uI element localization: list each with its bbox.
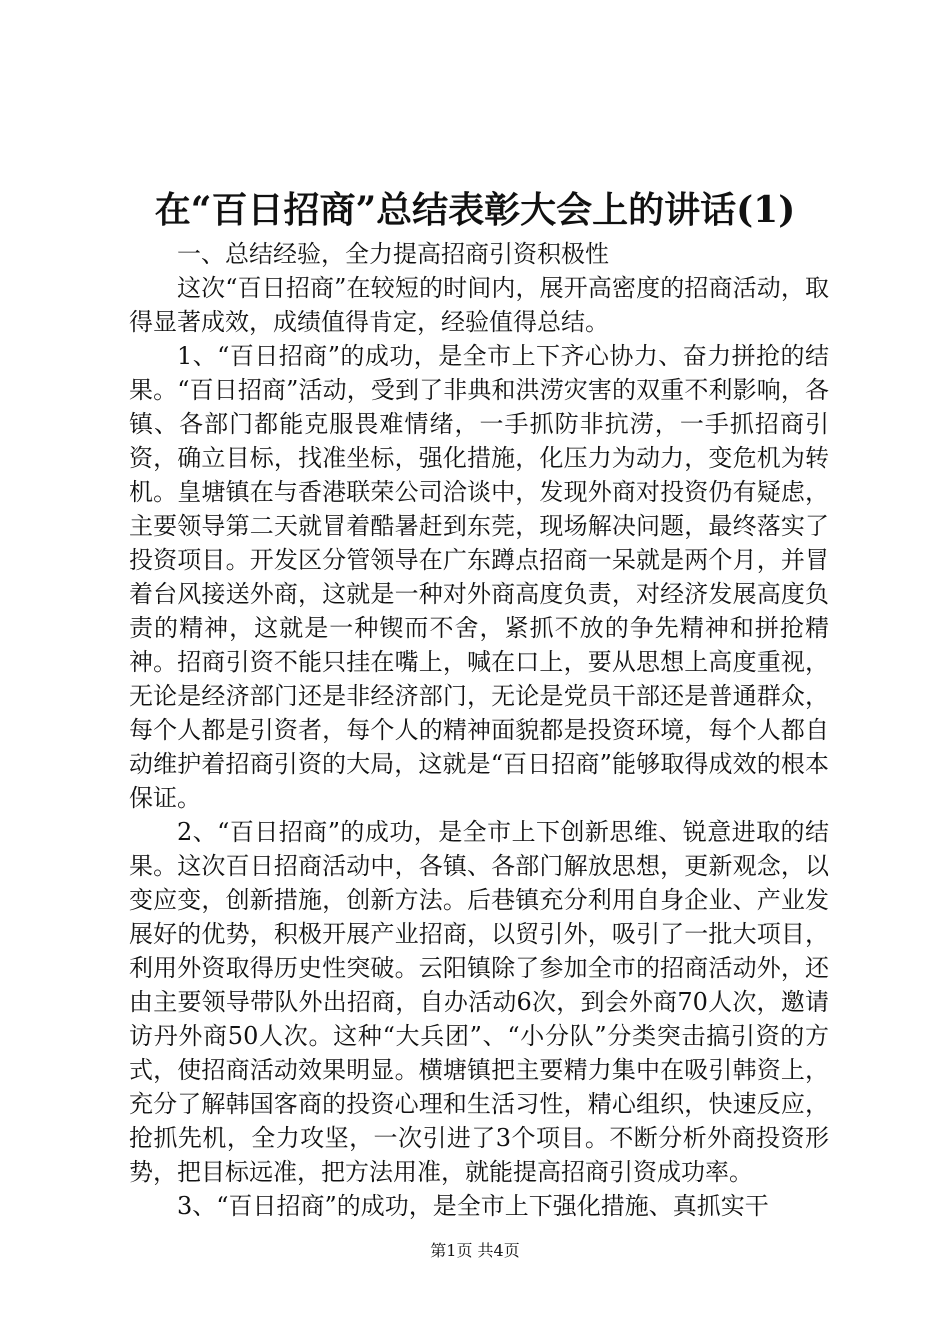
document-title: 在“百日招商”总结表彰大会上的讲话(1)	[154, 189, 796, 231]
section-heading: 一、总结经验，全力提高招商引资积极性	[177, 240, 609, 268]
page-footer: 第1页 共4页	[430, 1241, 520, 1260]
paragraph-intro: 这次“百日招商”在较短的时间内，展开高密度的招商活动，取得显著成效，成绩值得肯定，经验值得总结。	[129, 274, 829, 336]
paragraph-point-1: 1、“百日招商”的成功，是全市上下齐心协力、奋力拼抢的结果。“百日招商”活动，受到了非典和洪涝灾害的双重不利影响，各镇、各部门都能克服畏难情绪，一手抓防非抗涝，一手抓招商引资，确立目标，找准坐标，强化措施，化压力为动力，变危机为转机。皇塘镇在与香港联荣公司洽谈中，发现外商对投资仍有疑虑，主要领导第二天就冒着酷暑赶到东莞，现场解决问题，最终落实了投资项目。开发区分管领导在广东蹲点招商一呆就是两个月，并冒着台风接送外商，这就是一种对外商高度负责，对经济发展高度负责的精神，这就是一种锲而不舍，紧抓不放的争先精神和拼抢精神。招商引资不能只挂在嘴上，喊在口上，要从思想上高度重视，无论是经济部门还是非经济部门，无论是党员干部还是普通群众，每个人都是引资者，每个人的精神面貌都是投资环境，每个人都自动维护着招商引资的大局，这就是“百日招商”能够取得成效的根本保证。	[129, 342, 829, 812]
document-body	[129, 237, 829, 1223]
paragraph-point-2: 2、“百日招商”的成功，是全市上下创新思维、锐意进取的结果。这次百日招商活动中，各镇、各部门解放思想，更新观念，以变应变，创新措施，创新方法。后巷镇充分利用自身企业、产业发展好的优势，积极开展产业招商，以贸引外，吸引了一批大项目，利用外资取得历史性突破。云阳镇除了参加全市的招商活动外，还由主要领导带队外出招商，自办活动6次，到会外商70人次，邀请访丹外商50人次。这种“大兵团”、“小分队”分类突击搞引资的方式，使招商活动效果明显。横塘镇把主要精力集中在吸引韩资上，充分了解韩国客商的投资心理和生活习性，精心组织，快速反应，抢抓先机，全力攻坚，一次引进了3个项目。不断分析外商投资形势，把目标远准，把方法用准，就能提高招商引资成功率。	[129, 818, 829, 1186]
paragraph-point-3: 3、“百日招商”的成功，是全市上下强化措施、真抓实干	[177, 1192, 769, 1220]
